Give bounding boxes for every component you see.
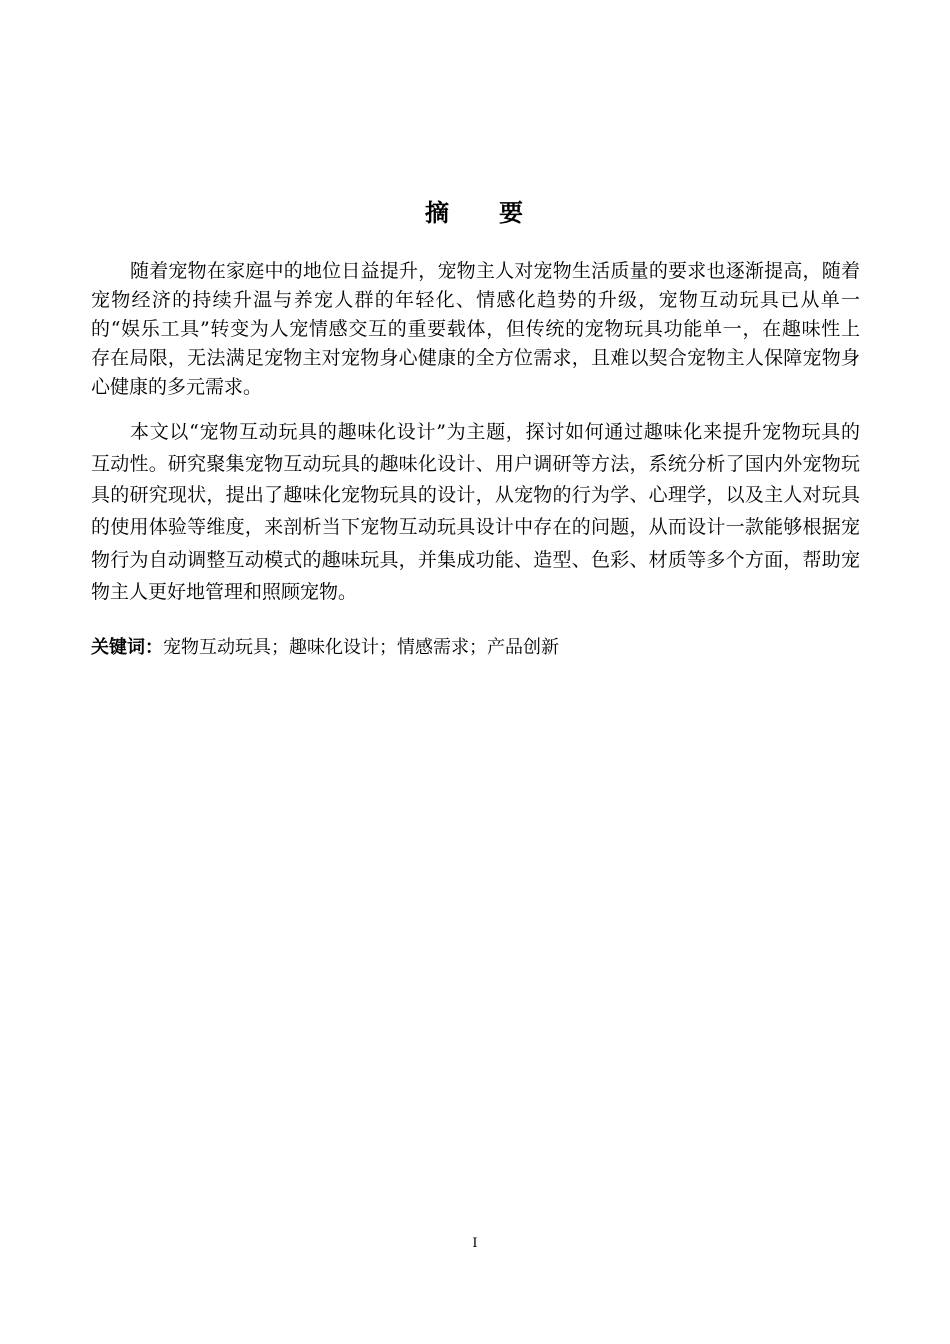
text-line: 物主人更好地管理和照顾宠物。	[91, 581, 358, 603]
title-char-2: 要	[499, 199, 525, 227]
text-line: 物行为自动调整互动模式的趣味玩具，并集成功能、造型、色彩、材质等多个方面，帮助宠	[91, 549, 860, 571]
text-line: 的“娱乐工具”转变为人宠情感交互的重要载体，但传统的宠物玩具功能单一，在趣味性上	[91, 318, 860, 340]
title-char-1: 摘	[425, 199, 451, 227]
abstract-title	[0, 193, 950, 228]
text-line: 具的研究现状，提出了趣味化宠物玩具的设计，从宠物的行为学、心理学，以及主人对玩具	[91, 484, 860, 506]
page-number: I	[472, 1236, 478, 1251]
text-line: 宠物经济的持续升温与养宠人群的年轻化、情感化趋势的升级，宠物互动玩具已从单一	[91, 289, 860, 311]
text-line: 本文以“宠物互动玩具的趣味化设计”为主题，探讨如何通过趣味化来提升宠物玩具的	[130, 421, 860, 443]
keywords-value: 宠物互动玩具；趣味化设计；情感需求；产品创新	[163, 637, 559, 658]
keywords	[91, 636, 559, 660]
text-line: 存在局限，无法满足宠物主对宠物身心健康的全方位需求，且难以契合宠物主人保障宠物身	[91, 347, 860, 369]
text-line: 心健康的多元需求。	[91, 376, 263, 398]
text-line: 随着宠物在家庭中的地位日益提升，宠物主人对宠物生活质量的要求也逐渐提高，随着	[130, 260, 860, 282]
text-line: 互动性。研究聚集宠物互动玩具的趣味化设计、用户调研等方法，系统分析了国内外宠物玩	[91, 453, 860, 475]
text-line: 的使用体验等维度，来剖析当下宠物互动玩具设计中存在的问题，从而设计一款能够根据宠	[91, 516, 860, 538]
keywords-label: 关键词：	[91, 637, 163, 658]
